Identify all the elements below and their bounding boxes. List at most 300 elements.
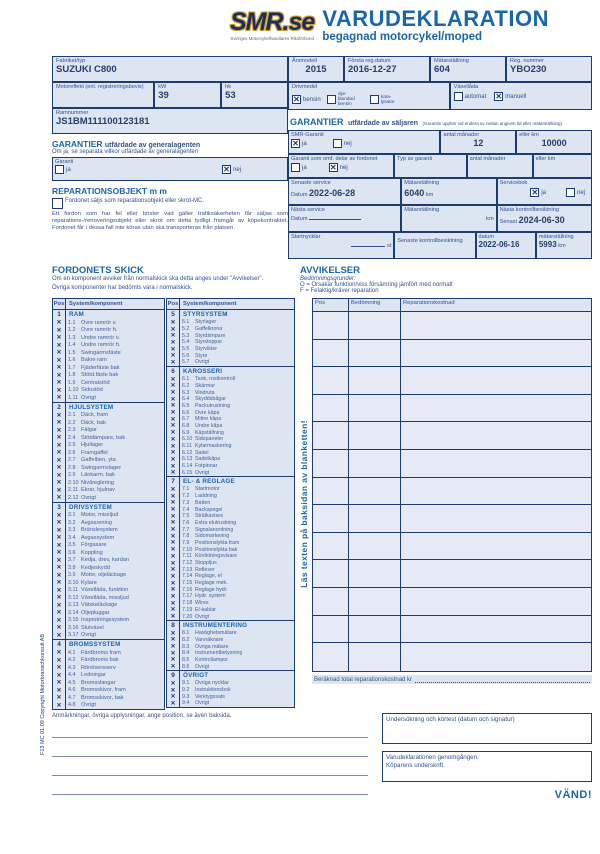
item-check-mark[interactable]: ✕: [53, 602, 66, 610]
item-check-mark[interactable]: ✕: [53, 549, 66, 557]
regnummer-field[interactable]: Reg. nummer YBO230: [506, 56, 592, 82]
item-check-mark[interactable]: ✕: [53, 587, 66, 595]
avvikelser-bedomning-cell[interactable]: [349, 505, 401, 532]
item-check-mark[interactable]: ✕: [53, 364, 66, 372]
item-check-mark[interactable]: ✕: [53, 624, 66, 632]
item-number: 7.5: [182, 513, 190, 520]
avvikelser-pos-cell[interactable]: [313, 643, 349, 671]
item-number: 3.7: [68, 557, 76, 564]
item-check-mark[interactable]: ✕: [53, 457, 66, 465]
item-label: Körriktningsvisare: [195, 553, 238, 560]
anmarkningar-label: Anmärkningar, övriga upplysningar, ange position, se även baksida.: [52, 713, 232, 719]
item-label: Stoppljus: [195, 560, 217, 567]
avvikelser-bedomning-cell[interactable]: [349, 588, 401, 615]
item-label: Övrigt: [195, 700, 210, 707]
checklist-item: [53, 349, 164, 357]
avvikelser-kostnad-cell[interactable]: [401, 560, 591, 587]
item-check-mark[interactable]: ✕: [167, 650, 180, 657]
avvikelser-heading: AVVIKELSER: [300, 265, 361, 276]
avvikelser-kostnad-cell[interactable]: [401, 643, 591, 671]
item-check-mark[interactable]: ✕: [167, 403, 180, 410]
checklist-section-1: [53, 310, 164, 403]
section-title: DRIVSYSTEM: [69, 503, 112, 511]
avvikelser-pos-cell[interactable]: [313, 312, 349, 339]
checklist-item: [167, 443, 294, 450]
item-check-mark[interactable]: ✕: [167, 486, 180, 493]
item-check-mark[interactable]: ✕: [167, 586, 180, 593]
item-check-mark[interactable]: ✕: [167, 423, 180, 430]
item-number: 4.5: [68, 679, 76, 686]
notes-line[interactable]: [52, 719, 368, 738]
section-header: [53, 503, 164, 512]
item-number: 6.9: [182, 429, 190, 436]
reparationsobjekt-checkbox[interactable]: [52, 198, 63, 209]
item-check-mark[interactable]: ✕: [167, 359, 180, 366]
nasta-service-matar-field[interactable]: Mätarställning km: [401, 205, 496, 232]
garanti-general-ja-checkbox[interactable]: [55, 165, 64, 174]
item-check-mark[interactable]: ✕: [53, 679, 66, 687]
typ-av-garanti-field[interactable]: Typ av garanti: [394, 154, 467, 178]
item-check-mark[interactable]: ✕: [53, 434, 66, 442]
item-label: Verktygssats: [195, 693, 226, 700]
item-check-mark[interactable]: ✕: [53, 427, 66, 435]
item-check-mark[interactable]: ✕: [53, 319, 66, 327]
avvikelser-pos-cell[interactable]: [313, 422, 349, 449]
item-number: 4.2: [68, 657, 76, 664]
avvikelser-kostnad-cell[interactable]: [401, 395, 591, 422]
garanti-delar-ja-checkbox[interactable]: [291, 163, 300, 172]
motoreffekt-field: [52, 82, 154, 108]
item-check-mark[interactable]: ✕: [167, 463, 180, 470]
item-label: Växellåda, funktion: [81, 587, 129, 594]
item-number: 2.10: [68, 479, 79, 486]
smr-garanti-ja-checkbox[interactable]: ✕: [292, 138, 299, 148]
item-check-mark[interactable]: ✕: [53, 334, 66, 342]
checklist-item: [53, 657, 164, 665]
item-check-mark[interactable]: ✕: [167, 680, 180, 687]
servicebok-nej-checkbox[interactable]: [566, 188, 575, 197]
startnycklar-blank[interactable]: [351, 246, 385, 247]
ramnummer-field[interactable]: [52, 108, 288, 134]
smr-garanti-field: SMR-Garanti ✕ ja nej: [288, 130, 440, 154]
item-label: Positionslykta fram: [195, 539, 240, 546]
avvikelser-bedomning-cell[interactable]: [349, 312, 401, 339]
item-check-mark[interactable]: ✕: [53, 379, 66, 387]
item-check-mark[interactable]: ✕: [53, 419, 66, 427]
item-check-mark[interactable]: ✕: [53, 394, 66, 402]
item-check-mark[interactable]: ✕: [53, 519, 66, 527]
drivmedel-oljeblandad-checkbox[interactable]: [327, 95, 336, 104]
item-label: Övrigt: [195, 469, 210, 476]
checklist-item: [167, 693, 294, 700]
item-number: 7.18: [182, 600, 193, 607]
section-number: 2: [53, 403, 66, 412]
item-check-mark[interactable]: ✕: [53, 442, 66, 450]
eller-km-field[interactable]: eller km 10000: [516, 130, 592, 154]
item-number: 3.14: [68, 609, 79, 616]
item-check-mark[interactable]: ✕: [53, 579, 66, 587]
forsta-reg-field[interactable]: Första reg.datum 2016-12-27: [344, 56, 430, 82]
vaxellada-manuell-checkbox[interactable]: ✕: [495, 91, 503, 101]
item-label: Övrigt: [195, 663, 210, 670]
item-check-mark[interactable]: ✕: [167, 383, 180, 390]
fordonets-skick-heading: FORDONETS SKICK: [52, 265, 144, 276]
item-check-mark[interactable]: ✕: [53, 617, 66, 625]
nasta-service-field[interactable]: Nästa service Datum: [288, 205, 401, 232]
section-header: [167, 621, 294, 630]
item-check-mark[interactable]: ✕: [167, 700, 180, 707]
item-check-mark[interactable]: ✕: [167, 573, 180, 580]
total-reparationskostnad-blank[interactable]: [415, 682, 590, 683]
kw-field[interactable]: [154, 82, 221, 108]
matarstallning-field[interactable]: Mätarställning 604: [430, 56, 506, 82]
item-check-mark[interactable]: ✕: [167, 352, 180, 359]
item-number: 3.4: [68, 534, 76, 541]
item-number: 7.1: [182, 486, 190, 493]
checklist-item: [167, 637, 294, 644]
item-check-mark[interactable]: ✕: [53, 342, 66, 350]
avvikelser-row: [313, 340, 591, 368]
item-number: 3.3: [68, 527, 76, 534]
avvikelser-pos-cell[interactable]: [313, 560, 349, 587]
item-check-mark[interactable]: ✕: [167, 600, 180, 607]
item-number: 2.7: [68, 457, 76, 464]
item-check-mark[interactable]: ✕: [167, 546, 180, 553]
item-check-mark[interactable]: ✕: [167, 409, 180, 416]
avvikelser-pos-cell[interactable]: [313, 395, 349, 422]
item-check-mark[interactable]: ✕: [167, 456, 180, 463]
item-check-mark[interactable]: ✕: [167, 643, 180, 650]
section-title: BROMSSYSTEM: [69, 641, 121, 648]
avvikelser-bedomning-cell[interactable]: [349, 643, 401, 671]
item-label: Bränslesystem: [81, 527, 118, 534]
nasta-kontroll-field[interactable]: Nästa kontrollbesiktning Senast 2024-06-30: [497, 205, 592, 232]
avvikelser-bedomning-cell[interactable]: [349, 616, 401, 643]
item-label: Bakre ram: [81, 357, 107, 364]
senaste-service-matar-field[interactable]: Mätarställning 6040 km: [401, 178, 496, 205]
item-check-mark[interactable]: ✕: [53, 349, 66, 357]
checklist-item: [167, 486, 294, 493]
item-check-mark[interactable]: ✕: [167, 389, 180, 396]
avvikelser-kostnad-cell[interactable]: [401, 505, 591, 532]
checklist-item: [53, 702, 164, 710]
smr-garanti-nej-checkbox[interactable]: [333, 139, 342, 148]
item-label: Övre ramrör v.: [81, 319, 117, 326]
checklist-item: [167, 553, 294, 560]
item-check-mark[interactable]: ✕: [53, 494, 66, 502]
item-label: Swingarmsfäste: [81, 349, 121, 356]
vaxellada-automat-checkbox[interactable]: [454, 92, 463, 101]
avvikelser-bedomning-cell[interactable]: [349, 560, 401, 587]
item-number: 9.3: [182, 693, 190, 700]
motoreffekt-label: Motoreffekt (enl. registreringsbevis): [56, 84, 144, 90]
item-check-mark[interactable]: ✕: [53, 464, 66, 472]
item-check-mark[interactable]: ✕: [53, 702, 66, 710]
item-check-mark[interactable]: ✕: [167, 326, 180, 333]
item-number: 2.2: [68, 419, 76, 426]
item-check-mark[interactable]: ✕: [53, 412, 66, 420]
avvikelser-bedomning-cell[interactable]: [349, 422, 401, 449]
item-check-mark[interactable]: ✕: [167, 520, 180, 527]
checklist-item: [167, 346, 294, 353]
section-title: ÖVRIGT: [183, 672, 209, 679]
avvikelser-bedomning-cell[interactable]: [349, 450, 401, 477]
checklist-item: [167, 643, 294, 650]
item-check-mark[interactable]: ✕: [167, 657, 180, 664]
avvikelser-pos-cell[interactable]: [313, 478, 349, 505]
item-label: Sadel: [195, 449, 209, 456]
avvikelser-pos-cell[interactable]: [313, 340, 349, 367]
senaste-service-datum: 2022-06-28: [309, 188, 356, 198]
checklist-item: [53, 534, 164, 542]
item-check-mark[interactable]: ✕: [167, 436, 180, 443]
arsmodell-field[interactable]: Årsmodell 2015: [288, 56, 344, 82]
garanti-general-nej-checkbox[interactable]: ✕: [223, 164, 230, 174]
item-check-mark[interactable]: ✕: [53, 527, 66, 535]
item-check-mark[interactable]: ✕: [167, 469, 180, 476]
section-title: INSTRUMENTERING: [183, 621, 248, 629]
ramnummer-label: Ramnummer: [56, 110, 89, 116]
item-label: Undre ramrör h.: [81, 342, 121, 349]
checklist-item: [53, 587, 164, 595]
item-check-mark[interactable]: ✕: [53, 649, 66, 657]
item-number: 6.8: [182, 422, 190, 429]
item-check-mark[interactable]: ✕: [167, 416, 180, 423]
avvikelser-pos-cell[interactable]: [313, 588, 349, 615]
item-check-mark[interactable]: ✕: [53, 564, 66, 572]
avvikelser-bedomning-cell[interactable]: [349, 367, 401, 394]
startnycklar-field[interactable]: Startnycklar st: [288, 232, 394, 259]
item-check-mark[interactable]: ✕: [167, 663, 180, 670]
avvikelser-pos-cell[interactable]: [313, 367, 349, 394]
checklist-item: [53, 334, 164, 342]
undersokning-box[interactable]: Undersökning och körtest (datum och signatur): [382, 713, 592, 744]
item-check-mark[interactable]: ✕: [167, 613, 180, 620]
item-check-mark[interactable]: ✕: [167, 429, 180, 436]
item-label: Kedjeskydd: [81, 564, 110, 571]
item-label: Stötd.fäste bak: [81, 372, 119, 379]
drivmedel-katalysator-checkbox[interactable]: [370, 95, 379, 104]
antal-manader-field[interactable]: antal månader 12: [440, 130, 516, 154]
skick-line2: Övriga komponenter har bedömts vara i normalskick.: [52, 285, 193, 291]
avvikelser-pos-cell[interactable]: [313, 505, 349, 532]
checklist-section-3: [53, 503, 164, 641]
item-label: Ledningar: [81, 672, 106, 679]
avvikelser-kostnad-cell[interactable]: [401, 616, 591, 643]
notes-line[interactable]: [52, 776, 368, 795]
item-label: Styre: [195, 352, 208, 359]
item-check-mark[interactable]: ✕: [167, 637, 180, 644]
item-check-mark[interactable]: ✕: [167, 593, 180, 600]
item-check-mark[interactable]: ✕: [53, 479, 66, 487]
item-check-mark[interactable]: ✕: [167, 540, 180, 547]
item-label: Styrstoppar: [195, 339, 223, 346]
item-check-mark[interactable]: ✕: [53, 609, 66, 617]
item-check-mark[interactable]: ✕: [167, 553, 180, 560]
item-label: Motor, oljeläckage: [81, 572, 127, 579]
servicebok-ja-checkbox[interactable]: ✕: [531, 187, 539, 197]
item-check-mark[interactable]: ✕: [167, 560, 180, 567]
avvikelser-bedomning-cell[interactable]: [349, 478, 401, 505]
item-number: 1.7: [68, 364, 76, 371]
item-label: Undre kåpa: [195, 422, 223, 429]
item-label: Instrumentbelysning: [195, 650, 243, 657]
checklist-item: [167, 546, 294, 553]
senaste-kontroll-datum-field[interactable]: datum 2022-06-16: [476, 232, 536, 259]
avvikelser-pos-cell[interactable]: [313, 450, 349, 477]
item-number: 6.15: [182, 469, 193, 476]
garanti-general-sub: Om ja, se separata villkor utfärdade av generalagenten: [52, 149, 199, 155]
avvikelser-row: [313, 478, 591, 506]
item-check-mark[interactable]: ✕: [53, 387, 66, 395]
item-check-mark[interactable]: ✕: [167, 449, 180, 456]
item-number: 5.1: [182, 319, 190, 326]
item-check-mark[interactable]: ✕: [167, 693, 180, 700]
item-check-mark[interactable]: ✕: [53, 542, 66, 550]
avvikelser-kostnad-cell[interactable]: [401, 422, 591, 449]
item-check-mark[interactable]: ✕: [53, 572, 66, 580]
item-number: 1.8: [68, 372, 76, 379]
item-label: Reglage hydr.: [195, 586, 228, 593]
item-label: El-kablar: [195, 606, 216, 613]
item-check-mark[interactable]: ✕: [53, 657, 66, 665]
checklist-item: [53, 579, 164, 587]
avvikelser-kostnad-cell[interactable]: [401, 588, 591, 615]
item-label: Rörelsereserv: [81, 664, 116, 671]
smr-logo-subtext: Sveriges Motorcykelhandlares Riksförbund: [230, 36, 314, 41]
item-check-mark[interactable]: ✕: [167, 493, 180, 500]
item-label: Bromsslangar: [81, 679, 116, 686]
senaste-kontroll-label-cell: Senaste kontrollbesiktning: [394, 232, 475, 259]
item-check-mark[interactable]: ✕: [53, 694, 66, 702]
koparens-underskrift-box[interactable]: Varudeklarationen genomgången. Köparens underskrift.: [382, 751, 592, 782]
vaxellada-field: Växellåda automat ✕ manuell: [450, 82, 592, 110]
section-title: HJULSYSTEM: [69, 403, 114, 411]
avvikelser-kostnad-cell[interactable]: [401, 312, 591, 339]
item-number: 9.2: [182, 687, 190, 694]
avvikelser-bedomning-cell[interactable]: [349, 395, 401, 422]
item-label: Skyddsbågar: [195, 396, 226, 403]
item-label: Insprutningssystem: [81, 617, 130, 624]
item-number: 2.6: [68, 449, 76, 456]
hk-field[interactable]: [221, 82, 288, 108]
item-check-mark[interactable]: ✕: [167, 630, 180, 637]
avvikelser-kostnad-cell[interactable]: [401, 340, 591, 367]
avvikelser-kostnad-cell[interactable]: [401, 450, 591, 477]
item-check-mark[interactable]: ✕: [167, 506, 180, 513]
checklist-item: [53, 372, 164, 380]
item-number: 8.4: [182, 650, 190, 657]
item-check-mark[interactable]: ✕: [167, 443, 180, 450]
vand-label: VÄND!: [554, 789, 592, 801]
hk-label: hk: [225, 84, 232, 90]
ramnummer-value: JS1BM111100123181: [56, 116, 150, 128]
item-check-mark[interactable]: ✕: [167, 513, 180, 520]
item-check-mark[interactable]: ✕: [53, 512, 66, 520]
item-label: Fotpinnar: [195, 463, 218, 470]
senaste-kontroll-matar-field[interactable]: mätarställning 5993 km: [536, 232, 592, 259]
item-check-mark[interactable]: ✕: [167, 607, 180, 614]
avvikelser-pos-cell[interactable]: [313, 533, 349, 560]
checklist-item: [167, 463, 294, 470]
item-check-mark[interactable]: ✕: [53, 357, 66, 365]
item-label: Backspegel: [195, 506, 223, 513]
notes-line[interactable]: [52, 738, 368, 757]
item-check-mark[interactable]: ✕: [53, 449, 66, 457]
item-number: 8.2: [182, 636, 190, 643]
checklist-item: [53, 387, 164, 395]
item-label: Skärmar: [195, 382, 216, 389]
item-check-mark[interactable]: ✕: [53, 632, 66, 640]
item-number: 3.17: [68, 632, 79, 639]
servicebok-field: Servicebok ✕ ja nej: [497, 178, 592, 205]
avv-header-kostnad: Reparationskostnad: [403, 300, 455, 306]
item-label: Styrdämpare: [195, 332, 226, 339]
section-header: [53, 640, 164, 649]
item-check-mark[interactable]: ✕: [167, 396, 180, 403]
avvikelser-pos-cell[interactable]: [313, 616, 349, 643]
avvikelser-kostnad-cell[interactable]: [401, 533, 591, 560]
notes-line[interactable]: [52, 757, 368, 776]
item-check-mark[interactable]: ✕: [53, 687, 66, 695]
avvikelser-kostnad-cell[interactable]: [401, 367, 591, 394]
item-check-mark[interactable]: ✕: [167, 376, 180, 383]
senaste-kontroll-matar: 5993: [538, 240, 557, 249]
item-check-mark[interactable]: ✕: [53, 472, 66, 480]
item-check-mark[interactable]: ✕: [167, 533, 180, 540]
item-number: 7.9: [182, 539, 190, 546]
checklist-item: [53, 519, 164, 527]
item-check-mark[interactable]: ✕: [167, 319, 180, 326]
drivmedel-bensin-checkbox[interactable]: ✕: [293, 94, 300, 104]
eller-km2-field[interactable]: eller km: [533, 154, 592, 178]
item-check-mark[interactable]: ✕: [167, 346, 180, 353]
item-number: 3.10: [68, 579, 79, 586]
item-check-mark[interactable]: ✕: [53, 327, 66, 335]
item-check-mark[interactable]: ✕: [167, 500, 180, 507]
item-check-mark[interactable]: ✕: [167, 580, 180, 587]
item-check-mark[interactable]: ✕: [53, 487, 66, 495]
nasta-service-datum-blank[interactable]: [309, 219, 361, 220]
antal-manader2-field[interactable]: antal månader: [467, 154, 533, 178]
item-check-mark[interactable]: ✕: [167, 687, 180, 694]
item-check-mark[interactable]: ✕: [167, 566, 180, 573]
item-check-mark[interactable]: ✕: [167, 339, 180, 346]
item-number: 7.10: [182, 546, 193, 553]
item-number: 5.7: [182, 359, 190, 366]
garanti-delar-nej-checkbox[interactable]: ✕: [329, 162, 337, 172]
fabrikat-field[interactable]: [52, 56, 288, 82]
item-check-mark[interactable]: ✕: [53, 372, 66, 380]
item-number: 3.1: [68, 512, 76, 519]
notes-lines: [52, 719, 368, 795]
item-check-mark[interactable]: ✕: [167, 526, 180, 533]
avvikelser-bedomning-cell[interactable]: [349, 533, 401, 560]
item-check-mark[interactable]: ✕: [167, 332, 180, 339]
checklist-item: [53, 434, 164, 442]
item-check-mark[interactable]: ✕: [53, 664, 66, 672]
avvikelser-kostnad-cell[interactable]: [401, 478, 591, 505]
item-check-mark[interactable]: ✕: [53, 672, 66, 680]
checklist-item: [53, 687, 164, 695]
item-check-mark[interactable]: ✕: [53, 557, 66, 565]
senaste-service-field[interactable]: Senaste service Datum 2022-06-28: [288, 178, 401, 205]
item-check-mark[interactable]: ✕: [53, 594, 66, 602]
checklist-item: [167, 376, 294, 383]
item-check-mark[interactable]: ✕: [53, 534, 66, 542]
section-number: 9: [167, 671, 180, 680]
avvikelser-bedomning-cell[interactable]: [349, 340, 401, 367]
